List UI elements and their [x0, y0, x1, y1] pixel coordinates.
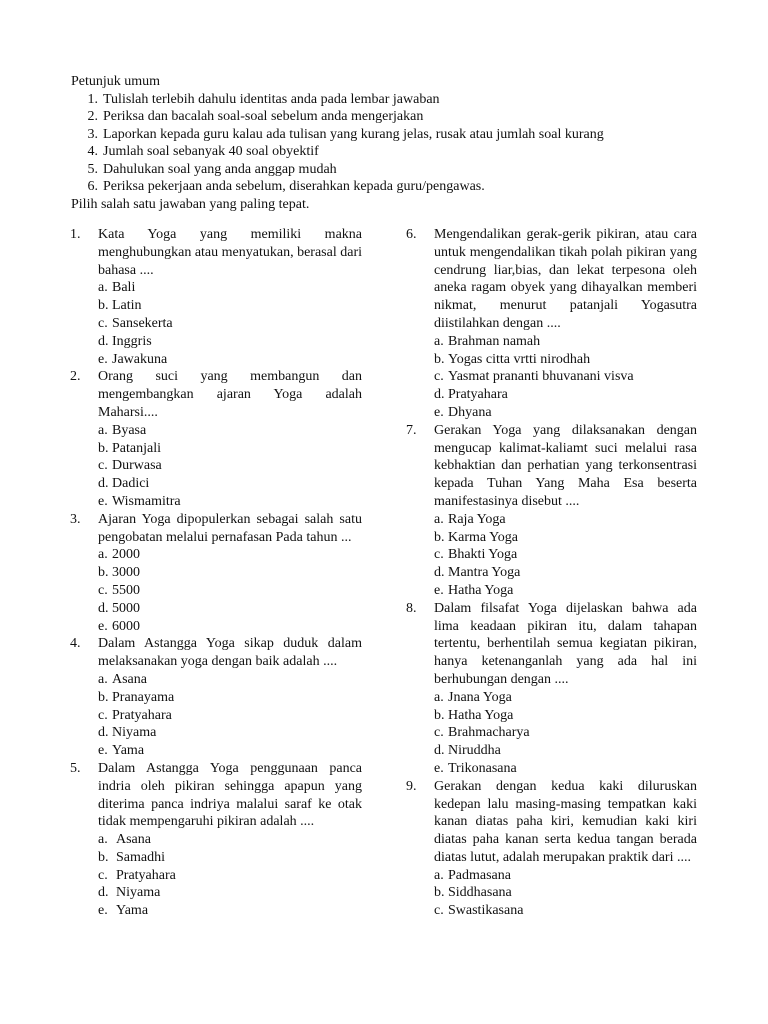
- option-text: Siddhasana: [448, 885, 512, 901]
- option-letter: c.: [98, 867, 108, 883]
- option-letter: d.: [434, 565, 445, 581]
- option-letter: d.: [434, 743, 445, 759]
- option-text: Padmasana: [448, 867, 511, 883]
- option-text: Hatha Yoga: [448, 707, 514, 723]
- answer-option[interactable]: [98, 671, 362, 689]
- question-item: [406, 600, 697, 778]
- question-body: [98, 511, 362, 636]
- option-letter: e.: [98, 903, 108, 919]
- instruction-text: Periksa dan bacalah soal-soal sebelum anda mengerjakan: [103, 109, 424, 124]
- answer-option[interactable]: [434, 742, 697, 760]
- answer-option[interactable]: [434, 404, 697, 422]
- answer-option[interactable]: [98, 618, 362, 636]
- answer-option[interactable]: [98, 742, 362, 760]
- question-number: 1.: [70, 227, 81, 242]
- option-letter: d.: [98, 885, 109, 901]
- option-letter: d.: [98, 725, 109, 741]
- choose-answer-instruction: Pilih salah satu jawaban yang paling tepat.: [71, 196, 310, 212]
- option-text: Pranayama: [112, 689, 175, 705]
- instruction-text: Laporkan kepada guru kalau ada tulisan yang kurang jelas, rusak atau jumlah soal kurang: [103, 126, 604, 142]
- option-letter: b.: [434, 707, 445, 723]
- option-text: Pratyahara: [448, 387, 508, 403]
- option-letter: e.: [98, 493, 108, 509]
- option-letter: a.: [98, 280, 108, 296]
- question-number: 7.: [406, 422, 417, 438]
- answer-option[interactable]: [434, 582, 697, 600]
- answer-option[interactable]: [434, 689, 697, 707]
- instruction-item: [71, 91, 711, 109]
- instruction-number: 1.: [87, 91, 98, 107]
- question-item: [70, 635, 362, 760]
- option-text: Niyama: [112, 725, 157, 741]
- question-item: [406, 226, 697, 422]
- answer-option[interactable]: [434, 529, 697, 547]
- option-text: Asana: [112, 671, 147, 687]
- option-text: Jnana Yoga: [448, 689, 512, 705]
- question-item: [70, 368, 362, 510]
- option-letter: c.: [434, 725, 444, 741]
- question-body: [434, 778, 697, 920]
- option-letter: e.: [434, 760, 444, 776]
- answer-option[interactable]: [98, 279, 362, 297]
- option-letter: b.: [434, 529, 445, 545]
- option-text: Yasmat prananti bhuvanani visva: [448, 369, 634, 385]
- question-text: Ajaran Yoga dipopulerkan sebagai salah satu pengobatan melalui pernafasan Pada tahun ...: [98, 511, 362, 545]
- option-letter: d.: [98, 600, 109, 616]
- option-letter: d.: [434, 387, 445, 403]
- option-letter: e.: [98, 351, 108, 367]
- questions-right-column: [406, 226, 697, 920]
- question-item: [70, 760, 362, 920]
- instruction-number: 4.: [87, 144, 98, 159]
- option-text: Trikonasana: [448, 760, 517, 776]
- option-text: 3000: [112, 565, 140, 581]
- question-text: Kata Yoga yang memiliki makna menghubungkan atau menyatukan, berasal dari bahasa ....: [98, 227, 362, 278]
- option-text: 5000: [112, 600, 140, 616]
- answer-option[interactable]: [98, 564, 362, 582]
- option-text: 6000: [112, 618, 140, 634]
- question-text: Dalam filsafat Yoga dijelaskan bahwa ada lima keadaan pikiran itu, dalam tahapan tertentu, berhentilah semua kegiatan pikiran, hanya ketenanganlah yang ada hal ini berhubungan dengan ....: [434, 600, 697, 687]
- option-text: Yama: [112, 743, 145, 759]
- answer-option[interactable]: [98, 297, 362, 315]
- instruction-number: 5.: [87, 161, 98, 177]
- answer-option[interactable]: [98, 333, 362, 351]
- instructions-title: Petunjuk umum: [71, 74, 161, 89]
- question-text: Orang suci yang membangun dan mengembangkan ajaran Yoga adalah Maharsi....: [98, 369, 362, 420]
- question-body: [98, 368, 362, 510]
- option-text: Bali: [112, 280, 136, 296]
- option-text: Latin: [112, 298, 142, 314]
- answer-option[interactable]: [98, 600, 362, 618]
- answer-option[interactable]: [98, 707, 362, 725]
- option-text: Yogas citta vrtti nirodhah: [448, 351, 591, 367]
- option-text: 2000: [112, 547, 140, 563]
- questions-left-column: [70, 226, 362, 920]
- option-text: Mantra Yoga: [448, 565, 521, 581]
- question-text: Gerakan dengan kedua kaki diluruskan kedepan lalu masing-masing tempatkan kaki kanan diatas paha kiri, kemudian kaki kiri diatas paha kanan serta kedua tangan berada diatas lutut, adalah merupakan praktik dari ....: [434, 778, 697, 865]
- answer-option[interactable]: [98, 902, 362, 920]
- question-number: 6.: [406, 227, 417, 242]
- question-body: [98, 760, 362, 920]
- option-letter: c.: [98, 315, 108, 331]
- instruction-text: Tulislah terlebih dahulu identitas anda pada lembar jawaban: [103, 91, 440, 107]
- instruction-item: [71, 143, 711, 161]
- instruction-text: Periksa pekerjaan anda sebelum, diserahkan kepada guru/pengawas.: [103, 179, 485, 194]
- option-text: Niruddha: [448, 743, 501, 759]
- option-text: Brahman namah: [448, 333, 541, 349]
- instruction-number: 6.: [87, 179, 98, 194]
- question-number: 2.: [70, 369, 81, 385]
- answer-option[interactable]: [434, 511, 697, 529]
- answer-option[interactable]: [98, 546, 362, 564]
- option-letter: c.: [98, 458, 108, 474]
- answer-option[interactable]: [98, 849, 362, 867]
- option-text: Samadhi: [116, 849, 165, 865]
- option-letter: a.: [98, 832, 108, 848]
- option-text: Swastikasana: [448, 903, 524, 919]
- answer-option[interactable]: [434, 546, 697, 564]
- option-letter: d.: [98, 476, 109, 492]
- question-text: Gerakan Yoga yang dilaksanakan dengan mengucap kalimat-kaliamt suci melalui rasa kebhaktian dan perhatian yang terkonsentrasi kepada Tuhan Yang Maha Esa beserta manifestasinya disebut ....: [434, 422, 697, 509]
- option-letter: c.: [434, 903, 444, 919]
- answer-option[interactable]: [98, 724, 362, 742]
- option-text: Durwasa: [112, 458, 162, 474]
- question-number: 9.: [406, 778, 417, 794]
- question-number: 8.: [406, 600, 417, 616]
- answer-option[interactable]: [434, 564, 697, 582]
- option-letter: e.: [98, 618, 108, 634]
- answer-option[interactable]: [98, 831, 362, 849]
- option-text: Bhakti Yoga: [448, 547, 518, 563]
- instruction-number: 2.: [87, 109, 98, 124]
- option-text: Dhyana: [448, 404, 492, 420]
- option-text: Niyama: [116, 885, 161, 901]
- option-text: Pratyahara: [112, 707, 172, 723]
- option-letter: a.: [434, 333, 444, 349]
- option-text: Jawakuna: [112, 351, 168, 367]
- option-letter: c.: [98, 707, 108, 723]
- answer-option[interactable]: [434, 760, 697, 778]
- instruction-item: [71, 108, 711, 126]
- option-letter: a.: [98, 422, 108, 438]
- question-text: Dalam Astangga Yoga penggunaan panca indria oleh pikiran sehingga apapun yang diterima panca indriya malalui saraf ke otak tidak mempengaruhi pikiran adalah ....: [98, 760, 362, 830]
- question-item: [406, 422, 697, 600]
- option-letter: b.: [434, 885, 445, 901]
- option-letter: b.: [98, 440, 109, 456]
- option-letter: e.: [434, 582, 444, 598]
- answer-option[interactable]: [98, 422, 362, 440]
- answer-option[interactable]: [434, 386, 697, 404]
- question-body: [434, 422, 697, 600]
- option-letter: e.: [434, 404, 444, 420]
- question-number: 5.: [70, 760, 81, 776]
- answer-option[interactable]: [98, 315, 362, 333]
- question-item: [70, 226, 362, 368]
- option-letter: e.: [98, 743, 108, 759]
- option-letter: a.: [434, 867, 444, 883]
- question-body: [434, 226, 697, 422]
- instruction-number: 3.: [87, 126, 98, 142]
- instruction-item: [71, 161, 711, 179]
- option-text: Sansekerta: [112, 315, 173, 331]
- option-letter: b.: [98, 298, 109, 314]
- instruction-item: [71, 178, 711, 196]
- answer-option[interactable]: [434, 333, 697, 351]
- option-text: Karma Yoga: [448, 529, 518, 545]
- option-text: Wismamitra: [112, 493, 181, 509]
- option-text: Asana: [116, 832, 151, 848]
- answer-option[interactable]: [98, 582, 362, 600]
- question-number: 4.: [70, 636, 81, 652]
- instruction-text: Dahulukan soal yang anda anggap mudah: [103, 161, 337, 177]
- answer-option[interactable]: [98, 440, 362, 458]
- option-text: Brahmacharya: [448, 725, 530, 741]
- general-instructions: [71, 73, 711, 213]
- question-number: 3.: [70, 511, 81, 527]
- question-text: Dalam Astangga Yoga sikap duduk dalam melaksanakan yoga dengan baik adalah ....: [98, 636, 362, 670]
- answer-option[interactable]: [434, 724, 697, 742]
- option-letter: c.: [98, 582, 108, 598]
- option-letter: a.: [98, 671, 108, 687]
- option-letter: a.: [434, 689, 444, 705]
- answer-option[interactable]: [98, 884, 362, 902]
- answer-option[interactable]: [434, 707, 697, 725]
- answer-option[interactable]: [98, 475, 362, 493]
- option-text: Inggris: [112, 333, 152, 349]
- answer-option[interactable]: [98, 351, 362, 369]
- option-letter: a.: [98, 547, 108, 563]
- option-letter: b.: [98, 689, 109, 705]
- option-text: Byasa: [112, 422, 147, 438]
- option-text: Yama: [116, 903, 149, 919]
- option-letter: b.: [434, 351, 445, 367]
- option-text: Raja Yoga: [448, 511, 506, 527]
- option-text: Pratyahara: [116, 867, 176, 883]
- answer-option[interactable]: [434, 867, 697, 885]
- option-letter: c.: [434, 547, 444, 563]
- question-body: [434, 600, 697, 778]
- instruction-text: Jumlah soal sebanyak 40 soal obyektif: [103, 144, 319, 159]
- answer-option[interactable]: [434, 351, 697, 369]
- question-item: [406, 778, 697, 920]
- answer-option[interactable]: [98, 457, 362, 475]
- option-letter: b.: [98, 565, 109, 581]
- answer-option[interactable]: [98, 689, 362, 707]
- option-text: 5500: [112, 582, 140, 598]
- question-body: [98, 635, 362, 760]
- instruction-item: [71, 126, 711, 144]
- option-letter: b.: [98, 849, 109, 865]
- option-text: Patanjali: [112, 440, 161, 456]
- option-letter: a.: [434, 511, 444, 527]
- instructions-list: [71, 91, 711, 196]
- question-text: Mengendalikan gerak-gerik pikiran, atau cara untuk mengendalikan tikah polah pikiran yang cendrung liar,bias, dan lekat terpesona oleh aneka ragam obyek yang dihayalkan memberi nikmat, menurut patanjali Yogasutra diistilahkan dengan ....: [434, 227, 697, 331]
- option-text: Hatha Yoga: [448, 582, 514, 598]
- answer-option[interactable]: [98, 867, 362, 885]
- question-item: [70, 511, 362, 636]
- answer-option[interactable]: [98, 493, 362, 511]
- answer-option[interactable]: [434, 884, 697, 902]
- answer-option[interactable]: [434, 368, 697, 386]
- question-body: [98, 226, 362, 368]
- option-letter: d.: [98, 333, 109, 349]
- option-text: Dadici: [112, 476, 150, 492]
- option-letter: c.: [434, 369, 444, 385]
- answer-option[interactable]: [434, 902, 697, 920]
